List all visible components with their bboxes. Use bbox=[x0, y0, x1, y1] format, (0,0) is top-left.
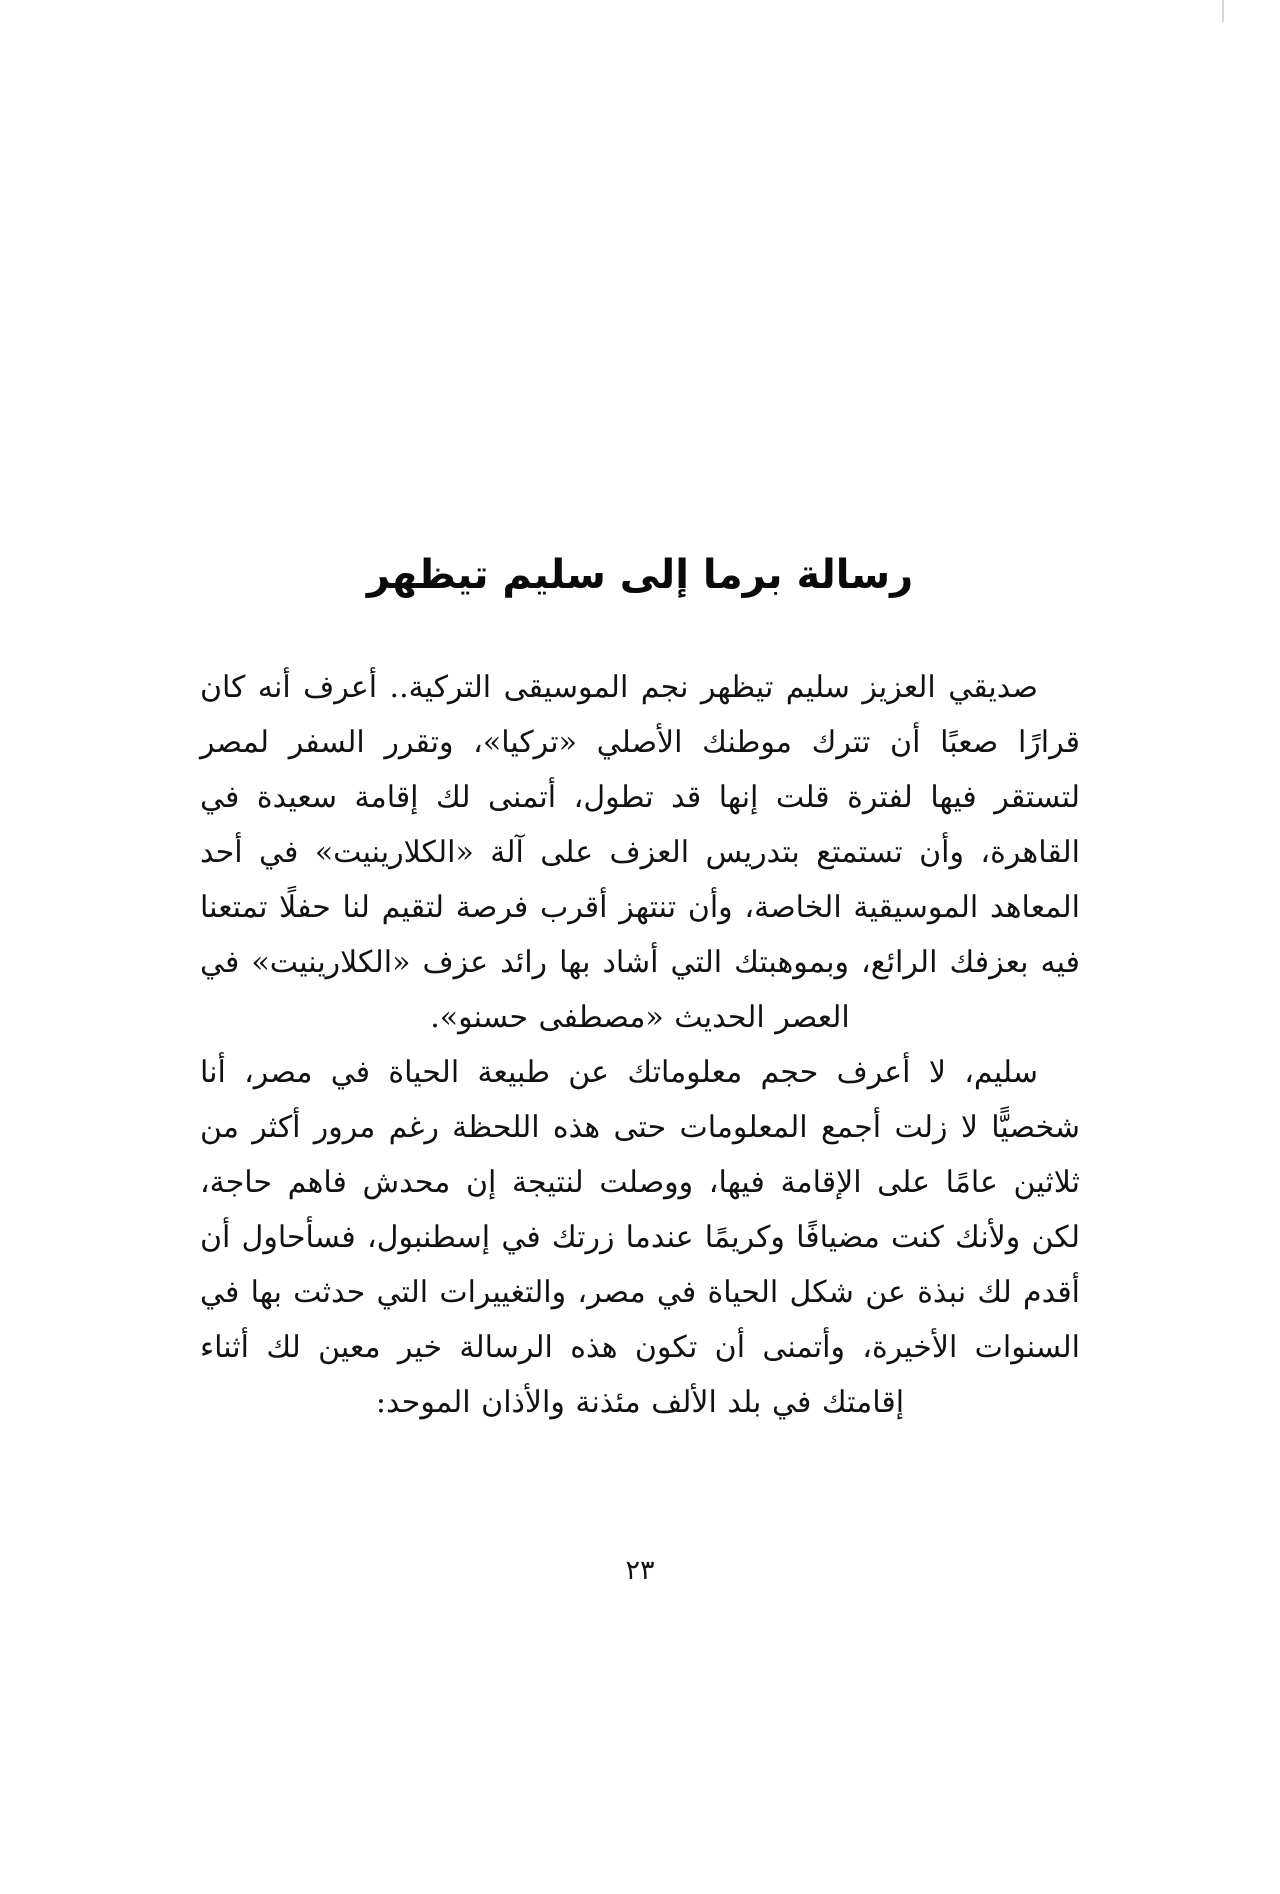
page-number: ٢٣ bbox=[625, 1555, 655, 1586]
page-title: رسالة برما إلى سليم تيظهر bbox=[366, 552, 914, 598]
paragraph-2: سليم، لا أعرف حجم معلوماتك عن طبيعة الحياة في مصر، أنا شخصيًّا لا زلت أجمع المعلومات حتى هذه اللحظة رغم مرور أكثر من ثلاثين عامًا على الإقامة فيها، ووصلت لنتيجة إن محدش فاهم حاجة، لكن ولأنك كنت مضيافًا وكريمًا عندما زرتك في إسطنبول، فسأحاول أن أقدم لك نبذة عن شكل الحياة في مصر، والتغييرات التي حدثت بها في السنوات الأخيرة، وأتمنى أن تكون هذه الرسالة خير معين لك أثناء إقامتك في بلد الألف مئذنة والأذان الموحد: bbox=[200, 1055, 1080, 1420]
paragraph-1: صديقي العزيز سليم تيظهر نجم الموسيقى التركية.. أعرف أنه كان قرارًا صعبًا أن تترك موطنك الأصلي «تركيا»، وتقرر السفر لمصر لتستقر فيها لفترة قلت إنها قد تطول، أتمنى لك إقامة سعيدة في القاهرة، وأن تستمتع بتدريس العزف على آلة «الكلارينيت» في أحد المعاهد الموسيقية الخاصة، وأن تنتهز أقرب فرصة لتقيم لنا حفلًا تمتعنا فيه بعزفك الرائع، وبموهبتك التي أشاد بها رائد عزف «الكلارينيت» في العصر الحديث «مصطفى حسنو». bbox=[200, 670, 1080, 1035]
body-text-block bbox=[200, 602, 1080, 1430]
